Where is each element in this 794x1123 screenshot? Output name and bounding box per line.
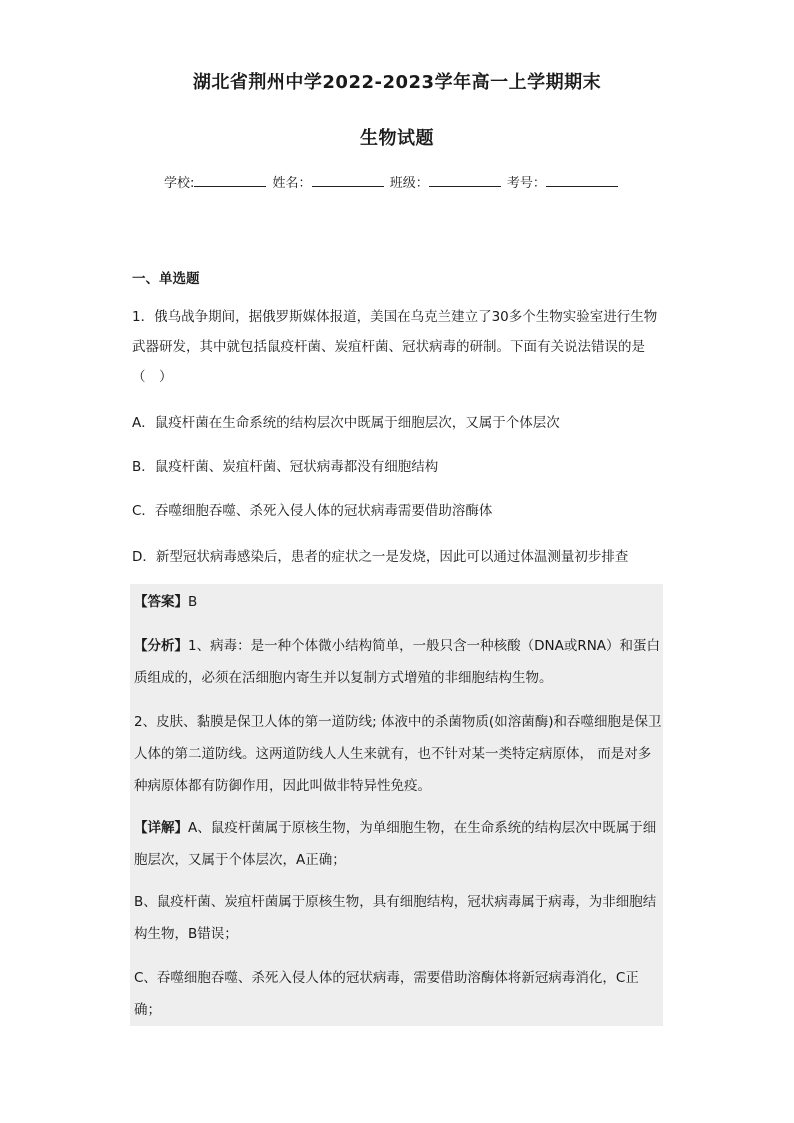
question-stem: 1．俄乌战争期间，据俄罗斯媒体报道，美国在乌克兰建立了30多个生物实验室进行生物武器研发，其中就包括鼠疫杆菌、炭疽杆菌、冠状病毒的研制。下面有关说法错误的是（ ） bbox=[132, 309, 658, 385]
number-label: 考号： bbox=[506, 176, 546, 191]
answer-value: B bbox=[188, 594, 198, 610]
section-heading: 一、单选题 bbox=[132, 271, 200, 287]
detail-text-a: A、鼠疫杆菌属于原核生物，为单细胞生物，在生命系统的结构层次中既属于细胞层次，又属于个体层次，A正确； bbox=[134, 820, 657, 868]
detail-paragraph-c: C、吞噬细胞吞噬、杀死入侵人体的冠状病毒，需要借助溶酶体将新冠病毒消化，C正确； bbox=[134, 970, 639, 1018]
school-label: 学校: bbox=[164, 176, 195, 191]
number-blank bbox=[546, 174, 618, 187]
detail-paragraph-b: B、鼠疫杆菌、炭疽杆菌属于原核生物，具有细胞结构，冠状病毒属于病毒，为非细胞结构生物，B错误； bbox=[134, 894, 657, 942]
answer-label: 【答案】 bbox=[134, 594, 188, 610]
analysis-text-1: 1、病毒：是一种个体微小结构简单，一般只含一种核酸（DNA或RNA）和蛋白质组成的，必须在活细胞内寄生并以复制方式增殖的非细胞结构生物。 bbox=[134, 638, 661, 686]
school-blank bbox=[194, 174, 266, 187]
answer-line bbox=[134, 586, 662, 618]
analysis-paragraph-2: 2、皮肤、黏膜是保卫人体的第一道防线; 体液中的杀菌物质(如溶菌酶)和吞噬细胞是保卫人体的第二道防线。这两道防线人人生来就有，也不针对某一类特定病原体， 而是对多种病原体都有防御作用，因此叫做非特异性免疫。 bbox=[134, 714, 662, 794]
analysis-paragraph-1 bbox=[134, 630, 662, 694]
option-b: B．鼠疫杆菌、炭疽杆菌、冠状病毒都没有细胞结构 bbox=[132, 459, 439, 475]
option-d: D．新型冠状病毒感染后，患者的症状之一是发烧，因此可以通过体温测量初步排查 bbox=[132, 549, 629, 565]
class-blank bbox=[429, 174, 501, 187]
name-blank bbox=[312, 174, 384, 187]
name-label: 姓名： bbox=[272, 176, 312, 191]
class-label: 班级： bbox=[389, 176, 429, 191]
option-a: A．鼠疫杆菌在生命系统的结构层次中既属于细胞层次，又属于个体层次 bbox=[132, 415, 560, 431]
page-subtitle: 生物试题 bbox=[360, 128, 434, 149]
page-title: 湖北省荆州中学2022-2023学年高一上学期期末 bbox=[192, 72, 602, 93]
option-c: C．吞噬细胞吞噬、杀死入侵人体的冠状病毒需要借助溶酶体 bbox=[132, 503, 493, 519]
student-info-row bbox=[164, 172, 620, 191]
analysis-label: 【分析】 bbox=[134, 638, 188, 654]
detail-label: 【详解】 bbox=[134, 820, 188, 836]
detail-paragraph-a bbox=[134, 812, 662, 876]
